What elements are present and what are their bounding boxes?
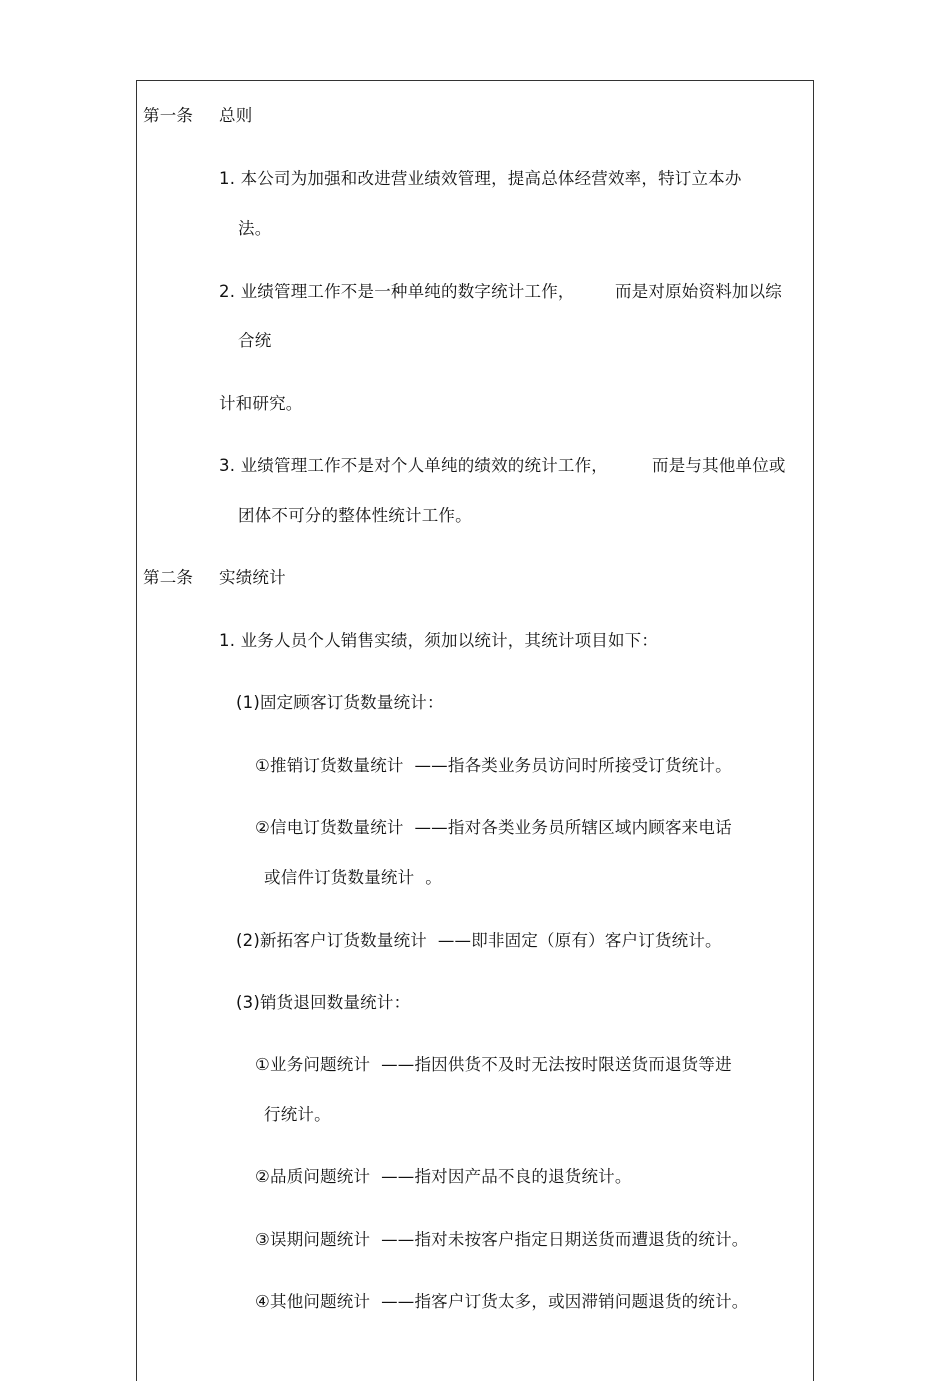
article-1-item-2-line-3: 计和研究。 [219,394,303,413]
article-2-sub-3-a-line-2: 行统计。 [264,1105,331,1124]
article-2-item-1: 1. 业务人员个人销售实绩，须加以统计，其统计项目如下： [219,631,659,650]
article-1-item-2-line-1a: 2. 业绩管理工作不是一种单纯的数字统计工作， [219,282,575,301]
article-2-sub-1-b-line-2: 或信件订货数量统计 。 [264,868,442,887]
article-1-item-2-line-1b: 而是对原始资料加以综 [615,282,782,301]
article-2-sub-3: (3)销货退回数量统计： [236,993,411,1012]
article-1-title: 总则 [219,106,253,125]
article-1-item-1-line-1: 1. 本公司为加强和改进营业绩效管理，提高总体经营效率，特订立本办 [219,169,742,188]
article-2-sub-3-c: ③误期问题统计 ——指对未按客户指定日期送货而遭退货的统计。 [255,1230,749,1249]
article-2-sub-1-a: ①推销订货数量统计 ——指各类业务员访问时所接受订货统计。 [255,756,732,775]
article-2-sub-3-d: ④其他问题统计 ——指客户订货太多，或因滞销问题退货的统计。 [255,1292,749,1311]
article-1-item-3-line-1b: 而是与其他单位或 [652,456,786,475]
article-2-title: 实绩统计 [219,568,286,587]
article-1-item-3-line-1a: 3. 业绩管理工作不是对个人单纯的绩效的统计工作， [219,456,608,475]
article-2-number: 第二条 [143,568,194,587]
article-1-item-1-line-2: 法。 [238,219,272,238]
article-2-sub-3-b: ②品质问题统计 ——指对因产品不良的退货统计。 [255,1167,632,1186]
article-2-sub-1: (1)固定顾客订货数量统计： [236,693,444,712]
article-2-sub-3-a-line-1: ①业务问题统计 ——指因供货不及时无法按时限送货而退货等进 [255,1055,732,1074]
article-1-item-3-line-2: 团体不可分的整体性统计工作。 [238,506,472,525]
article-2-sub-1-b-line-1: ②信电订货数量统计 ——指对各类业务员所辖区域内顾客来电话 [255,818,732,837]
article-1-item-2-line-2: 合统 [238,331,272,350]
article-1-number: 第一条 [143,106,194,125]
article-2-sub-2: (2)新拓客户订货数量统计 ——即非固定（原有）客户订货统计。 [236,931,722,950]
